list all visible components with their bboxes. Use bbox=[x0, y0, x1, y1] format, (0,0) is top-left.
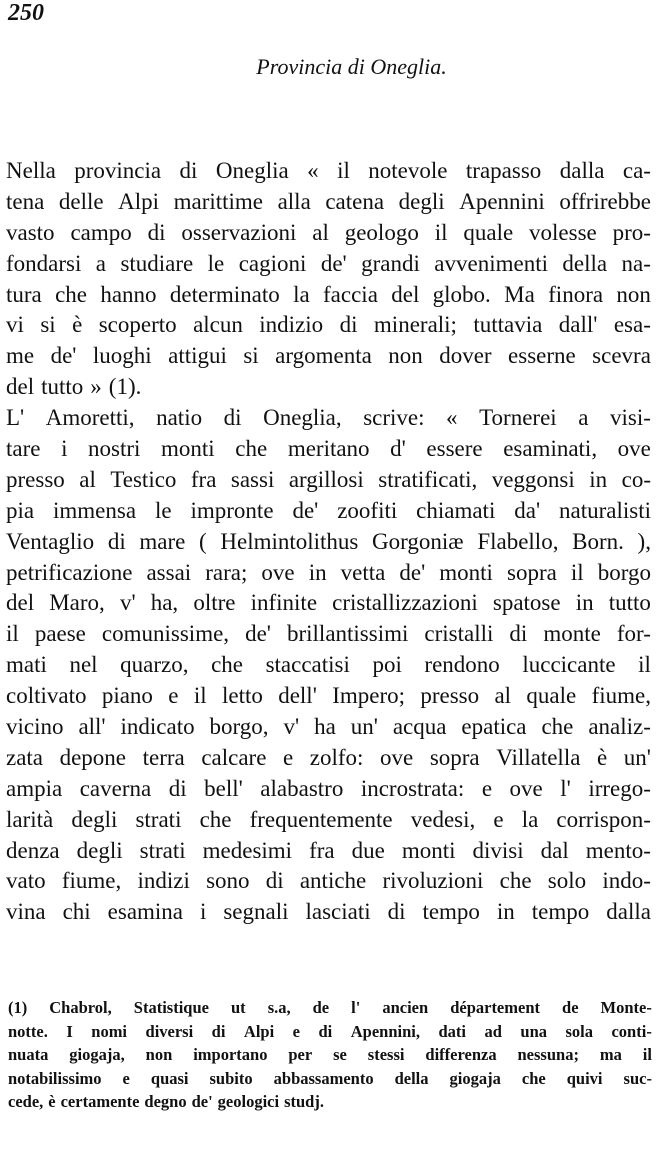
body-text-line: tena delle Alpi marittime alla catena degli Apennini offrirebbe bbox=[6, 188, 651, 214]
footnote-line: notabilissimo e quasi subito abbassamento della giogaja che quivi suc- bbox=[8, 1068, 652, 1088]
body-text-line: Ventaglio di mare ( Helmintolithus Gorgoniæ Flabello, Born. ), bbox=[6, 528, 651, 554]
body-text-line: ampia caverna di bell' alabastro incrostrata: e ove l' irrego- bbox=[6, 775, 651, 801]
footnotes bbox=[8, 996, 652, 1114]
body-text-line: pia immensa le impronte de' zoofiti chiamati da' naturalisti bbox=[6, 497, 651, 523]
body-text-line: coltivato piano e il letto dell' Impero; presso al quale fiume, bbox=[6, 683, 651, 709]
body-text-line: tare i nostri monti che meritano d' essere esaminati, ove bbox=[6, 436, 651, 462]
body-text-line: petrificazione assai rara; ove in vetta de' monti sopra il borgo bbox=[6, 559, 651, 585]
body-text-line: Nella provincia di Oneglia « il notevole trapasso dalla ca- bbox=[6, 158, 651, 183]
body-text-line: denza degli strati medesimi fra due monti divisi dal mento- bbox=[6, 837, 651, 863]
body-text-line: vasto campo di osservazioni al geologo il quale volesse pro- bbox=[6, 219, 651, 245]
footnote-line: nuata giogaja, non importano per se stessi differenza nessuna; ma il bbox=[8, 1045, 652, 1064]
body-text-line: L' Amoretti, natio di Oneglia, scrive: « Tornerei a visi- bbox=[6, 405, 651, 431]
body-text bbox=[6, 156, 651, 928]
body-text-line: mati nel quarzo, che staccatisi poi rendono luccicante il bbox=[6, 652, 651, 678]
body-text-line: larità degli strati che frequentemente vedesi, e la corrispon- bbox=[6, 806, 651, 832]
page-number: 250 bbox=[8, 0, 44, 26]
body-text-line: del Maro, v' ha, oltre infinite cristallizzazioni spatose in tutto bbox=[6, 590, 651, 616]
body-text-line: fondarsi a studiare le cagioni de' grandi avvenimenti della na- bbox=[6, 250, 651, 276]
body-text-line: il paese comunissime, de' brillantissimi cristalli di monte for- bbox=[6, 621, 651, 647]
page-title: Provincia di Oneglia. bbox=[256, 54, 447, 79]
footnote-line: cede, è certamente degno de' geologici studj. bbox=[8, 1092, 324, 1111]
footnote-line: notte. I nomi diversi di Alpi e di Apennini, dati ad una sola conti- bbox=[8, 1021, 652, 1041]
body-text-line: vicino all' indicato borgo, v' ha un' acqua epatica che analiz- bbox=[6, 714, 651, 740]
body-text-line: vi si è scoperto alcun indizio di minerali; tuttavia dall' esa- bbox=[6, 312, 651, 338]
body-text-line: me de' luoghi attigui si argomenta non dover esserne scevra bbox=[6, 343, 651, 369]
body-text-line: del tutto » (1). bbox=[6, 374, 142, 400]
body-text-line: vato fiume, indizi sono di antiche rivoluzioni che solo indo- bbox=[6, 868, 651, 894]
body-text-line: tura che hanno determinato la faccia del globo. Ma finora non bbox=[6, 281, 651, 307]
body-text-line: zata depone terra calcare e zolfo: ove sopra Villatella è un' bbox=[6, 744, 651, 770]
footnote-line: (1) Chabrol, Statistique ut s.a, de l' ancien département de Monte- bbox=[8, 998, 652, 1017]
body-text-line: presso al Testico fra sassi argillosi stratificati, veggonsi in co- bbox=[6, 466, 651, 492]
body-text-line: vina chi esamina i segnali lasciati di tempo in tempo dalla bbox=[6, 899, 651, 925]
